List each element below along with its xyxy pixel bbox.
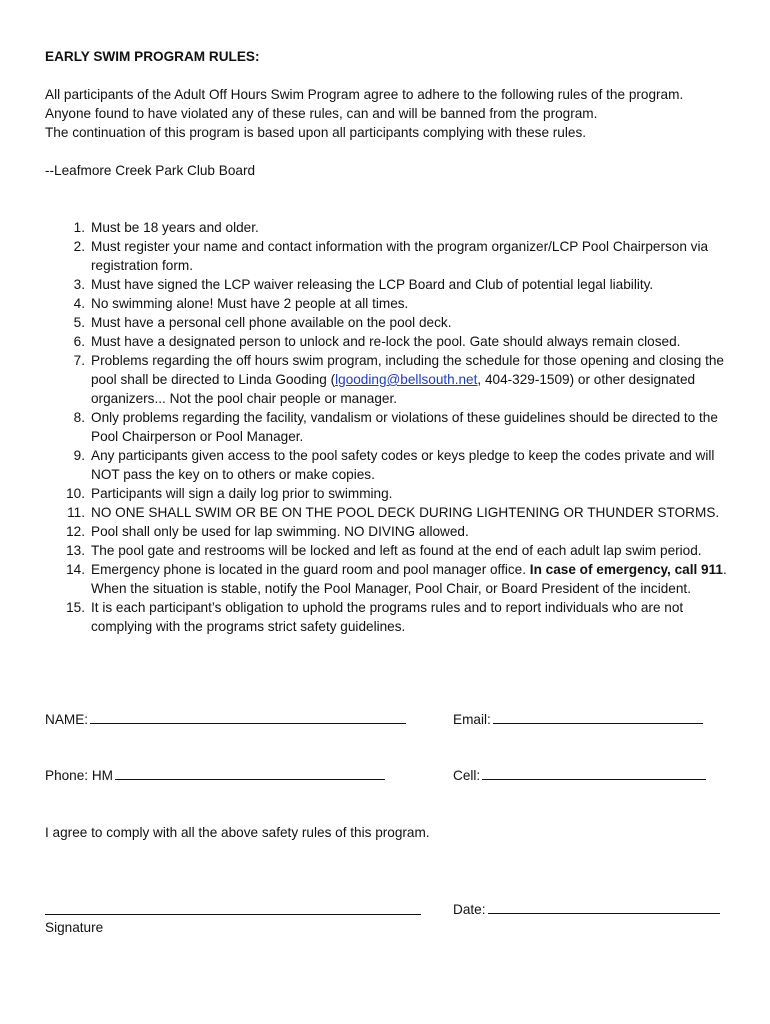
rule-number: 11. [67,505,85,520]
rules-list [45,218,735,636]
board-signoff: --Leafmore Creek Park Club Board [45,163,256,178]
rule-text: Must have signed the LCP waiver releasing the LCP Board and Club of potential legal liability. [91,277,654,292]
emergency-bold-text: In case of emergency, call 911 [529,562,723,577]
signature-line[interactable] [45,914,421,915]
rule-number: 5. [73,315,85,330]
rule-text: Must have a designated person to unlock and re-lock the pool. Gate should always remain closed. [91,334,681,349]
rule-text: Must be 18 years and older. [91,220,259,235]
rule-number: 14. [66,562,85,577]
phone-field [45,766,385,785]
rule-number: 9. [73,448,85,463]
rule-item [45,484,735,503]
rule-text: Any participants given access to the pool safety codes or keys pledge to keep the codes private and will NOT pass the key on to others or make copies. [91,448,715,482]
phone-input-line[interactable] [115,766,385,780]
date-input-line[interactable] [488,900,720,914]
email-label: Email: [453,712,491,727]
rule-item [45,446,735,484]
rule-item [45,351,735,408]
rule-text-after: . When the situation is stable, notify the Pool Manager, Pool Chair, or Board President of the incident. [91,562,727,596]
rule-item [45,218,735,237]
rule-number: 4. [73,296,85,311]
rule-text-after: , 404-329-1509) or other designated organizers... Not the pool chair people or manager. [91,372,696,406]
rule-item [45,522,735,541]
rule-text: Must register your name and contact information with the program organizer/LCP Pool Chairperson via registration form. [91,239,709,273]
rule-text-before: Problems regarding the off hours swim program, including the schedule for those opening and closing the pool shall be directed to Linda Gooding ( [91,353,724,387]
rule-number: 3. [73,277,85,292]
phone-label: Phone: HM [45,768,114,783]
agreement-statement: I agree to comply with all the above safety rules of this program. [45,825,430,840]
rule-number: 1. [73,220,85,235]
intro-line-1: All participants of the Adult Off Hours Swim Program agree to adhere to the following rules of the program. [45,87,684,102]
rule-text: No swimming alone! Must have 2 people at all times. [91,296,409,311]
rule-item [45,313,735,332]
date-label: Date: [453,902,486,917]
email-input-line[interactable] [493,710,703,724]
rule-number: 13. [66,543,85,558]
rule-item [45,503,735,522]
rule-text: Only problems regarding the facility, vandalism or violations of these guidelines should be directed to the Pool Chairperson or Pool Manager. [91,410,718,444]
rule-number: 2. [73,239,85,254]
email-link[interactable]: lgooding@bellsouth.net [335,372,478,387]
name-input-line[interactable] [90,710,406,724]
rule-item [45,294,735,313]
name-label: NAME: [45,712,89,727]
rule-number: 8. [73,410,85,425]
email-field [453,710,703,729]
rule-item [45,275,735,294]
cell-label: Cell: [453,768,481,783]
rule-text: Participants will sign a daily log prior to swimming. [91,486,393,501]
cell-input-line[interactable] [482,766,706,780]
intro-line-2: Anyone found to have violated any of these rules, can and will be banned from the program. [45,106,598,121]
rule-number: 7. [73,353,85,368]
rule-item [45,408,735,446]
rule-number: 15. [66,600,85,615]
name-field [45,710,406,729]
rule-text-before: Emergency phone is located in the guard room and pool manager office. [91,562,530,577]
rule-number: 12. [66,524,85,539]
rule-item [45,237,735,275]
rule-text: It is each participant’s obligation to uphold the programs rules and to report individuals who are not complying with the programs strict safety guidelines. [91,600,684,634]
rule-item [45,541,735,560]
rule-text: Pool shall only be used for lap swimming. NO DIVING allowed. [91,524,469,539]
signature-label: Signature [45,920,104,935]
intro-paragraph [45,85,745,142]
cell-field [453,766,706,785]
rule-number: 10. [66,486,85,501]
rule-text: NO ONE SHALL SWIM OR BE ON THE POOL DECK DURING LIGHTENING OR THUNDER STORMS. [91,505,720,520]
rule-text: Must have a personal cell phone available on the pool deck. [91,315,452,330]
rule-item [45,598,735,636]
rule-text: The pool gate and restrooms will be locked and left as found at the end of each adult lap swim period. [91,543,702,558]
intro-line-3: The continuation of this program is based upon all participants complying with these rules. [45,125,587,140]
rule-item [45,332,735,351]
date-field [453,900,720,919]
document-title: EARLY SWIM PROGRAM RULES: [45,49,260,64]
rule-item [45,560,735,598]
rule-number: 6. [73,334,85,349]
